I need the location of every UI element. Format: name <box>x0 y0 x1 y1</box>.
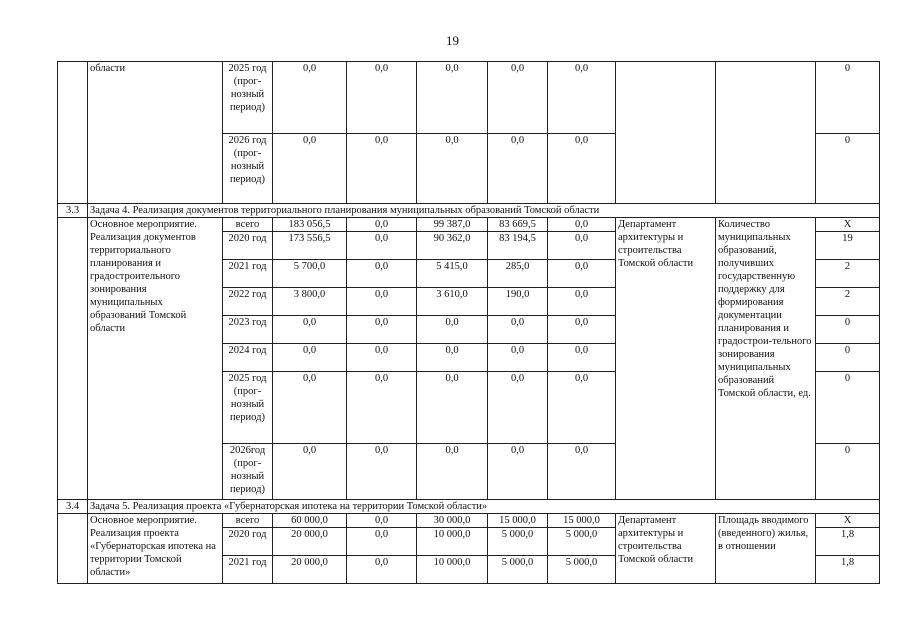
cell-event-name: области <box>88 62 223 204</box>
cell-value: 5 415,0 <box>417 260 488 288</box>
page-number: 19 <box>446 33 459 48</box>
cell-executor: Департамент архитектуры и строительства Томской области <box>616 514 716 584</box>
cell-value: 0,0 <box>347 444 417 500</box>
cell-value: 0,0 <box>347 316 417 344</box>
cell-value: 0,0 <box>488 62 548 134</box>
cell-value: 0,0 <box>347 260 417 288</box>
cell-executor: Департамент архитектуры и строительства Томской области <box>616 218 716 500</box>
cell-year: 2020 год <box>223 528 273 556</box>
cell-value: 0,0 <box>347 344 417 372</box>
cell-value: 0,0 <box>273 316 347 344</box>
table-row <box>58 218 880 232</box>
cell-value: 20 000,0 <box>273 556 347 584</box>
section-title: Задача 5. Реализация проекта «Губернаторская ипотека на территории Томской области» <box>88 500 880 514</box>
cell-indicator-value: 2 <box>816 260 880 288</box>
section-title: Задача 4. Реализация документов территориального планирования муниципальных образований Томской области <box>88 204 880 218</box>
cell-indicator-value: 1,8 <box>816 556 880 584</box>
cell-value: 90 362,0 <box>417 232 488 260</box>
cell-value: 5 000,0 <box>488 528 548 556</box>
cell-value: 0,0 <box>347 528 417 556</box>
cell-value: 0,0 <box>417 444 488 500</box>
cell-value: 0,0 <box>273 62 347 134</box>
cell-value: 190,0 <box>488 288 548 316</box>
cell-event-name: Основное мероприятие. Реализация проекта «Губернаторская ипотека на территории Томской области» <box>88 514 223 584</box>
cell-num <box>58 514 88 584</box>
cell-value: 5 000,0 <box>548 556 616 584</box>
cell-value: 10 000,0 <box>417 528 488 556</box>
cell-value: 0,0 <box>548 232 616 260</box>
cell-value: 0,0 <box>488 134 548 204</box>
cell-value: 5 700,0 <box>273 260 347 288</box>
cell-year: 2020 год <box>223 232 273 260</box>
cell-value: 0,0 <box>273 344 347 372</box>
cell-value: 0,0 <box>347 218 417 232</box>
cell-indicator: Количество муниципальных образований, получивших государственную поддержку для формирования документации планирования и градострои-тельного зонирования муниципальных образований Томской области, ед. <box>716 218 816 500</box>
cell-value: 0,0 <box>548 288 616 316</box>
cell-year: 2023 год <box>223 316 273 344</box>
section-number: 3.3 <box>58 204 88 218</box>
cell-indicator: Площадь вводимого (введенного) жилья, в отношении <box>716 514 816 584</box>
cell-value: 0,0 <box>548 444 616 500</box>
table-row <box>58 514 880 528</box>
cell-year: всего <box>223 514 273 528</box>
cell-value: 0,0 <box>417 134 488 204</box>
cell-value: 0,0 <box>347 556 417 584</box>
cell-year: 2021 год <box>223 556 273 584</box>
cell-value: 0,0 <box>488 344 548 372</box>
cell-year: 2022 год <box>223 288 273 316</box>
cell-year: 2021 год <box>223 260 273 288</box>
cell-num <box>58 218 88 500</box>
cell-indicator-value: 0 <box>816 344 880 372</box>
cell-value: 0,0 <box>548 218 616 232</box>
cell-value: 20 000,0 <box>273 528 347 556</box>
cell-value: 0,0 <box>488 444 548 500</box>
cell-indicator-value: 19 <box>816 232 880 260</box>
cell-value: 183 056,5 <box>273 218 347 232</box>
cell-year: 2025 год (прог-нозный период) <box>223 372 273 444</box>
cell-year: всего <box>223 218 273 232</box>
cell-value: 5 000,0 <box>548 528 616 556</box>
cell-value: 60 000,0 <box>273 514 347 528</box>
cell-year: 2025 год (прог-нозный период) <box>223 62 273 134</box>
cell-value: 30 000,0 <box>417 514 488 528</box>
cell-indicator-value: 1,8 <box>816 528 880 556</box>
cell-indicator-value: 0 <box>816 134 880 204</box>
cell-value: 0,0 <box>347 62 417 134</box>
cell-indicator-value: 0 <box>816 316 880 344</box>
cell-indicator-value: 0 <box>816 372 880 444</box>
cell-value: 0,0 <box>548 344 616 372</box>
cell-year: 2026 год (прог-нозный период) <box>223 134 273 204</box>
cell-value: 83 194,5 <box>488 232 548 260</box>
cell-value: 0,0 <box>548 134 616 204</box>
cell-event-name: Основное мероприятие. Реализация документов территориального планирования и градостроительного зонирования муниципальных образований Томской области <box>88 218 223 500</box>
cell-value: 0,0 <box>488 316 548 344</box>
cell-value: 0,0 <box>417 316 488 344</box>
cell-value: 0,0 <box>273 444 347 500</box>
cell-value: 3 800,0 <box>273 288 347 316</box>
cell-indicator-value: Х <box>816 218 880 232</box>
cell-value: 15 000,0 <box>488 514 548 528</box>
cell-value: 15 000,0 <box>548 514 616 528</box>
cell-executor <box>616 62 716 204</box>
section-row <box>58 204 880 218</box>
section-number: 3.4 <box>58 500 88 514</box>
program-table <box>57 61 880 584</box>
cell-value: 0,0 <box>347 134 417 204</box>
cell-value: 0,0 <box>417 344 488 372</box>
cell-value: 5 000,0 <box>488 556 548 584</box>
cell-value: 0,0 <box>548 372 616 444</box>
cell-indicator-value: 2 <box>816 288 880 316</box>
cell-value: 0,0 <box>347 232 417 260</box>
cell-indicator-value: 0 <box>816 444 880 500</box>
cell-value: 3 610,0 <box>417 288 488 316</box>
cell-value: 0,0 <box>273 372 347 444</box>
cell-year: 2026год (прог-нозный период) <box>223 444 273 500</box>
cell-value: 0,0 <box>273 134 347 204</box>
cell-value: 173 556,5 <box>273 232 347 260</box>
cell-value: 0,0 <box>548 62 616 134</box>
section-row <box>58 500 880 514</box>
cell-value: 99 387,0 <box>417 218 488 232</box>
cell-indicator-value: Х <box>816 514 880 528</box>
cell-indicator <box>716 62 816 204</box>
cell-value: 0,0 <box>417 62 488 134</box>
cell-value: 0,0 <box>548 316 616 344</box>
cell-value: 285,0 <box>488 260 548 288</box>
cell-value: 0,0 <box>488 372 548 444</box>
cell-year: 2024 год <box>223 344 273 372</box>
cell-value: 0,0 <box>417 372 488 444</box>
cell-value: 0,0 <box>347 514 417 528</box>
table-row <box>58 62 880 134</box>
cell-value: 10 000,0 <box>417 556 488 584</box>
cell-value: 0,0 <box>548 260 616 288</box>
cell-value: 83 669,5 <box>488 218 548 232</box>
cell-indicator-value: 0 <box>816 62 880 134</box>
cell-num <box>58 62 88 204</box>
cell-value: 0,0 <box>347 288 417 316</box>
cell-value: 0,0 <box>347 372 417 444</box>
